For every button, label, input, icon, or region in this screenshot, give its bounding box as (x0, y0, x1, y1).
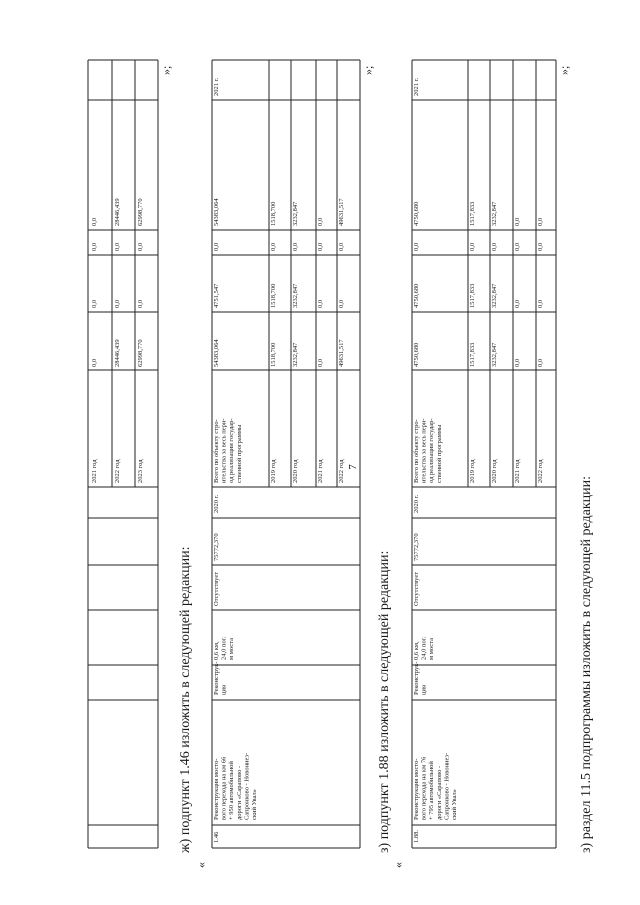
year-label (317, 459, 324, 483)
year-value-line: 0,0 (491, 242, 498, 251)
year-value (114, 300, 121, 308)
design-docs-line: Отсутствует (213, 571, 220, 606)
year-label-line: 2019 год (270, 459, 277, 483)
total-value (213, 339, 220, 367)
year-label (469, 459, 476, 483)
year-value-line: 0,0 (114, 242, 121, 251)
year-value (114, 198, 121, 226)
year-label-line: 2020 год (292, 459, 299, 483)
total-label-line: ственной программы (235, 424, 243, 483)
funding-value (213, 198, 220, 226)
year-value (469, 343, 476, 367)
year-value-line: 1517,833 (469, 342, 476, 367)
year-label (270, 459, 277, 483)
funding-value-line: 0,0 (213, 242, 220, 251)
work-type-line: ция (420, 685, 428, 695)
object-name-line: + 950 автомобильной (228, 761, 236, 820)
year-value (537, 218, 544, 226)
year-value-line: 0,0 (537, 217, 544, 226)
year-value (469, 243, 476, 251)
design-docs (213, 572, 220, 606)
heading-section-11-5: з) раздел 11.5 подпрограммы изложить в следующей редакции: (579, 475, 594, 853)
year-value (114, 339, 121, 367)
quote-open-2: « (391, 862, 405, 868)
year-value-line: 0,0 (91, 242, 98, 251)
year-value-line: 28446,439 (114, 339, 121, 367)
year-value (537, 359, 544, 367)
year-label-line: 2021 год (317, 459, 324, 483)
year-value-line: 1518,700 (270, 342, 277, 367)
estimated-cost-line: 75772,370 (213, 533, 220, 561)
total-label-line: ительства за весь пери- (420, 418, 428, 483)
start-year (413, 494, 420, 513)
year-value (469, 202, 476, 226)
year-value (491, 243, 498, 251)
year-value-line: 0,0 (114, 299, 121, 308)
year-value-line: 0,0 (317, 358, 324, 367)
year-value (270, 284, 277, 308)
year-label (137, 459, 144, 483)
year-value-line: 62998,770 (137, 339, 144, 367)
year-label (338, 459, 345, 483)
year-value (292, 283, 299, 308)
year-value (137, 339, 144, 367)
year-value (91, 218, 98, 226)
funding-value (213, 283, 220, 308)
funding-value (213, 243, 220, 251)
work-type (213, 661, 228, 695)
year-value (491, 283, 498, 308)
year-value-line: 0,0 (514, 358, 521, 367)
quote-close: »; (557, 65, 571, 75)
total-label-line: ственной программы (435, 424, 443, 483)
year-label (114, 459, 121, 483)
end-year (213, 77, 220, 96)
estimated-cost (413, 533, 420, 561)
year-value (338, 198, 345, 226)
start-year-line: 2020 г. (213, 494, 220, 513)
object-name-line: Реконструкция мосто- (213, 758, 220, 820)
capacity-line: 24,0 пог. (220, 636, 228, 660)
year-value (114, 243, 121, 251)
year-value-line: 0,0 (91, 358, 98, 367)
total-label-line: Всего по объекту стро- (213, 419, 220, 483)
year-value (292, 201, 299, 226)
object-name-line: вого перехода на км 66 (220, 756, 228, 820)
year-label (292, 459, 299, 483)
object-name-line: Сапронково - Новониез- (443, 752, 451, 820)
year-value-line: 3232,847 (491, 342, 498, 367)
year-label (514, 459, 521, 483)
row-number (413, 830, 420, 843)
budget-table-continuation (88, 60, 173, 848)
funding-value (413, 243, 420, 251)
row-number (213, 831, 220, 843)
year-value-line: 0,0 (317, 217, 324, 226)
capacity (213, 636, 235, 660)
object-name-line: ский Увал» (251, 789, 258, 820)
year-value (317, 243, 324, 251)
year-value (317, 359, 324, 367)
year-value (270, 343, 277, 367)
object-name-line: Сапронково - Новониез- (243, 752, 251, 820)
capacity (413, 636, 435, 660)
year-value (491, 342, 498, 367)
year-label-line: 2022 год (537, 459, 544, 483)
year-value-line: 0,0 (270, 242, 277, 251)
year-label-line: 2021 год (91, 459, 98, 483)
start-year-line: 2020 г. (413, 494, 420, 513)
heading-subitem-1-46: ж) подпункт 1.46 изложить в следующей редакции: (178, 546, 193, 853)
year-value-line: 62998,770 (137, 198, 144, 226)
total-label-line: од реализации государ- (428, 418, 436, 483)
year-label-line: 2023 год (137, 459, 144, 483)
year-value (91, 243, 98, 251)
year-label (491, 459, 498, 483)
year-label-line: 2022 год (338, 459, 345, 483)
year-value (469, 284, 476, 308)
year-value (514, 218, 521, 226)
year-value (537, 300, 544, 308)
end-year-line: 2021 г. (213, 77, 220, 96)
work-type-line: ция (220, 685, 228, 695)
year-value-line: 0,0 (537, 299, 544, 308)
capacity-line: м моста (428, 638, 436, 660)
object-name-line: дороги «Сарапово - (435, 765, 443, 820)
year-value-line: 3232,847 (292, 283, 299, 308)
start-year (213, 494, 220, 513)
year-value (491, 201, 498, 226)
funding-value-line: 54383,064 (213, 198, 220, 226)
subitem-1-46-table (212, 60, 375, 848)
capacity-line: 0,6 км, (413, 641, 420, 660)
year-value-line: 0,0 (317, 299, 324, 308)
year-value (270, 202, 277, 226)
year-value-line: 3232,847 (292, 201, 299, 226)
year-value (514, 359, 521, 367)
year-label-line: 2022 год (114, 459, 121, 483)
year-value-line: 0,0 (137, 299, 144, 308)
subitem-1-88-table (412, 60, 571, 848)
year-value-line: 1518,700 (270, 283, 277, 308)
year-value-line: 0,0 (514, 217, 521, 226)
year-value (514, 243, 521, 251)
year-value-line: 0,0 (91, 299, 98, 308)
year-value-line: 0,0 (537, 242, 544, 251)
year-label (537, 459, 544, 483)
capacity-line: 24,0 пог. (420, 636, 428, 660)
funding-value-line: 0,0 (413, 242, 420, 251)
quote-close: »; (361, 65, 375, 75)
year-value (137, 243, 144, 251)
year-value-line: 1517,833 (469, 283, 476, 308)
total-label (413, 418, 443, 483)
year-value-line: 0,0 (514, 299, 521, 308)
funding-value (413, 202, 420, 226)
quote-open-1: « (194, 862, 208, 868)
estimated-cost (213, 533, 220, 561)
year-value (338, 300, 345, 308)
row-number-line: 1.88. (413, 830, 420, 843)
year-value (514, 300, 521, 308)
work-type-line: Реконструк- (213, 661, 220, 695)
work-type (413, 661, 428, 695)
year-label-line: 2019 год (469, 459, 476, 483)
total-value-line: 4750,680 (413, 342, 420, 367)
total-label-line: од реализации государ- (228, 418, 236, 483)
object-name-line: дороги «Сарапово - (235, 765, 243, 820)
capacity-line: 0,6 км, (213, 641, 220, 660)
total-label (213, 418, 243, 483)
year-value-line: 28446,439 (114, 198, 121, 226)
year-value-line: 0,0 (338, 242, 345, 251)
year-value-line: 49631,517 (338, 198, 345, 226)
year-value-line: 0,0 (338, 299, 345, 308)
year-label (91, 459, 98, 483)
year-value-line: 3232,847 (292, 342, 299, 367)
object-name-line: Реконструкция мосто- (413, 758, 420, 820)
year-value (91, 300, 98, 308)
year-value (137, 198, 144, 226)
capacity-line: м моста (228, 638, 236, 660)
year-value-line: 1518,700 (270, 201, 277, 226)
year-value (292, 342, 299, 367)
object-name-line: ский Увал» (451, 789, 458, 820)
year-value-line: 0,0 (91, 217, 98, 226)
funding-value-line: 4750,680 (413, 201, 420, 226)
year-value-line: 3232,847 (491, 283, 498, 308)
year-value-line: 0,0 (317, 242, 324, 251)
year-value (338, 339, 345, 367)
page-number: 7 (347, 464, 359, 470)
year-value-line: 0,0 (292, 242, 299, 251)
funding-value (413, 284, 420, 308)
year-value-line: 3232,847 (491, 201, 498, 226)
year-value (292, 243, 299, 251)
year-value-line: 0,0 (137, 242, 144, 251)
year-value (270, 243, 277, 251)
quote-close: »; (159, 65, 173, 75)
total-value-line: 54383,064 (213, 339, 220, 367)
funding-value-line: 4751,547 (213, 283, 220, 308)
total-label-line: ительства за весь пери- (220, 418, 228, 483)
design-docs-line: Отсутствует (413, 571, 420, 606)
object-name (213, 753, 258, 820)
heading-subitem-1-88: з) подпункт 1.88 изложить в следующей редакции: (377, 550, 392, 853)
year-value (537, 243, 544, 251)
year-value (317, 300, 324, 308)
row-number-line: 1.46 (213, 831, 220, 843)
work-type-line: Реконструк- (413, 661, 420, 695)
funding-value-line: 4750,680 (413, 283, 420, 308)
year-value (137, 300, 144, 308)
end-year (413, 77, 420, 96)
object-name-line: + 795 автомобильной (428, 761, 436, 820)
estimated-cost-line: 75772,370 (413, 533, 420, 561)
year-value-line: 1517,833 (469, 201, 476, 226)
object-name-line: вого перехода на км 76 (420, 756, 428, 820)
total-value (413, 343, 420, 367)
end-year-line: 2021 г. (413, 77, 420, 96)
year-value-line: 0,0 (514, 242, 521, 251)
year-value (317, 218, 324, 226)
total-label-line: Всего по объекту стро- (413, 419, 420, 483)
year-value (338, 243, 345, 251)
year-value-line: 0,0 (537, 358, 544, 367)
object-name (413, 753, 458, 820)
year-value-line: 0,0 (469, 242, 476, 251)
year-value (91, 359, 98, 367)
design-docs (413, 572, 420, 606)
year-label-line: 2020 год (491, 459, 498, 483)
year-label-line: 2021 год (514, 459, 521, 483)
year-value-line: 49631,517 (338, 339, 345, 367)
